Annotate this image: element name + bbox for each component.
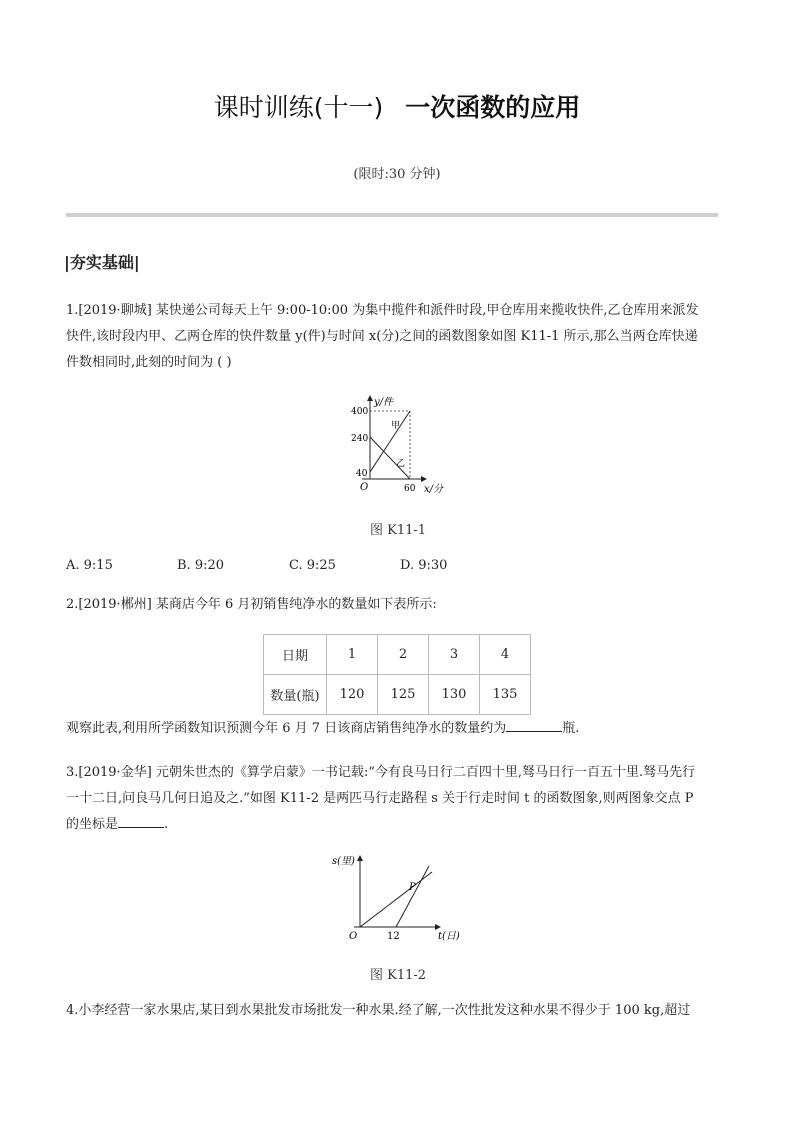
x-tick-12: 12: [387, 931, 400, 942]
y-axis-label: y/件: [374, 397, 394, 408]
q2-after-text: 观察此表,利用所学函数知识预测今年 6 月 7 日该商店销售纯净水的数量约为: [66, 721, 507, 736]
table-cell: 2: [378, 635, 429, 675]
figure-k11-1: [340, 392, 455, 496]
q2-unit: 瓶.: [562, 721, 580, 736]
option-d: D. 9:30: [400, 558, 448, 573]
q1-line-1: 1.[2019·聊城] 某快递公司每天上午 9:00-10:00 为集中揽件和派件时段,甲仓库用来揽收快件,乙仓库用来派发: [66, 303, 699, 318]
option-c: C. 9:25: [289, 558, 336, 573]
line-yi: [370, 437, 410, 479]
title-main: 课时训练(十一): [213, 93, 384, 122]
q3-line-3: [66, 812, 730, 838]
table-cell: 125: [378, 675, 429, 715]
table-cell: 130: [429, 675, 480, 715]
label-yi: 乙: [396, 459, 406, 469]
line-fast-horse: [396, 866, 429, 927]
figure-caption-k11-1: 图 K11-1: [370, 523, 427, 538]
answer-blank[interactable]: [118, 813, 164, 828]
question-3: [66, 760, 730, 838]
q1-line-2: 快件,该时段内甲、乙两仓库的快件数量 y(件)与时间 x(分)之间的函数图象如图 K11-1 所示,那么当两仓库快递: [66, 329, 698, 344]
table-cell: 日期: [264, 635, 327, 675]
q1-line-3: 件数相同时,此刻的时间为 ( ): [66, 355, 232, 370]
question-1: [66, 298, 730, 376]
table-cell: 4: [480, 635, 531, 675]
origin-label: O: [349, 931, 358, 942]
page-title: [0, 88, 794, 124]
option-b: B. 9:20: [177, 558, 225, 573]
table-row: [264, 675, 531, 715]
q3-line-3-after: .: [164, 817, 169, 832]
x-axis-label: x/分: [424, 484, 444, 495]
answer-blank[interactable]: [506, 717, 562, 732]
table-cell: 1: [327, 635, 378, 675]
x-axis-label: t(日): [438, 931, 460, 942]
y-axis-label: s(里): [332, 856, 355, 867]
q3-line-1: 3.[2019·金华] 元朝朱世杰的《算学启蒙》一书记载:“今有良马日行二百四十里,驽马日行一百五十里.驽马先行: [66, 765, 696, 780]
table-cell: 数量(瓶): [264, 675, 327, 715]
q3-line-2: 一十二日,问良马几何日追及之.”如图 K11-2 是两匹马行走路程 s 关于行走时间 t 的函数图象,则两图象交点 P: [66, 791, 694, 806]
origin-label: O: [360, 482, 369, 493]
figure-caption-k11-2: 图 K11-2: [370, 968, 427, 983]
y-tick-240: 240: [351, 434, 369, 444]
title-topic: 一次函数的应用: [405, 93, 581, 122]
q3-line-3-before: 的坐标是: [66, 817, 119, 832]
time-limit: (限时:30 分钟): [353, 167, 441, 182]
table-row: [264, 635, 531, 675]
table-cell: 3: [429, 635, 480, 675]
figure-k11-2: [330, 852, 465, 944]
divider: [66, 213, 718, 217]
label-jia: 甲: [391, 421, 401, 431]
question-4: 4.小李经营一家水果店,某日到水果批发市场批发一种水果.经了解,一次性批发这种水果不得少于 100 kg,超过: [66, 1003, 691, 1018]
x-tick-60: 60: [404, 484, 416, 494]
question-2-intro: 2.[2019·郴州] 某商店今年 6 月初销售纯净水的数量如下表所示:: [66, 597, 437, 612]
option-a: A. 9:15: [66, 558, 113, 573]
table-cell: 120: [327, 675, 378, 715]
sales-table: [263, 634, 531, 715]
point-p-label: P: [409, 882, 416, 893]
y-tick-40: 40: [356, 469, 368, 479]
section-heading: |夯实基础|: [64, 253, 140, 272]
question-2-prompt: [66, 716, 730, 742]
y-tick-400: 400: [351, 407, 369, 417]
table-cell: 135: [480, 675, 531, 715]
